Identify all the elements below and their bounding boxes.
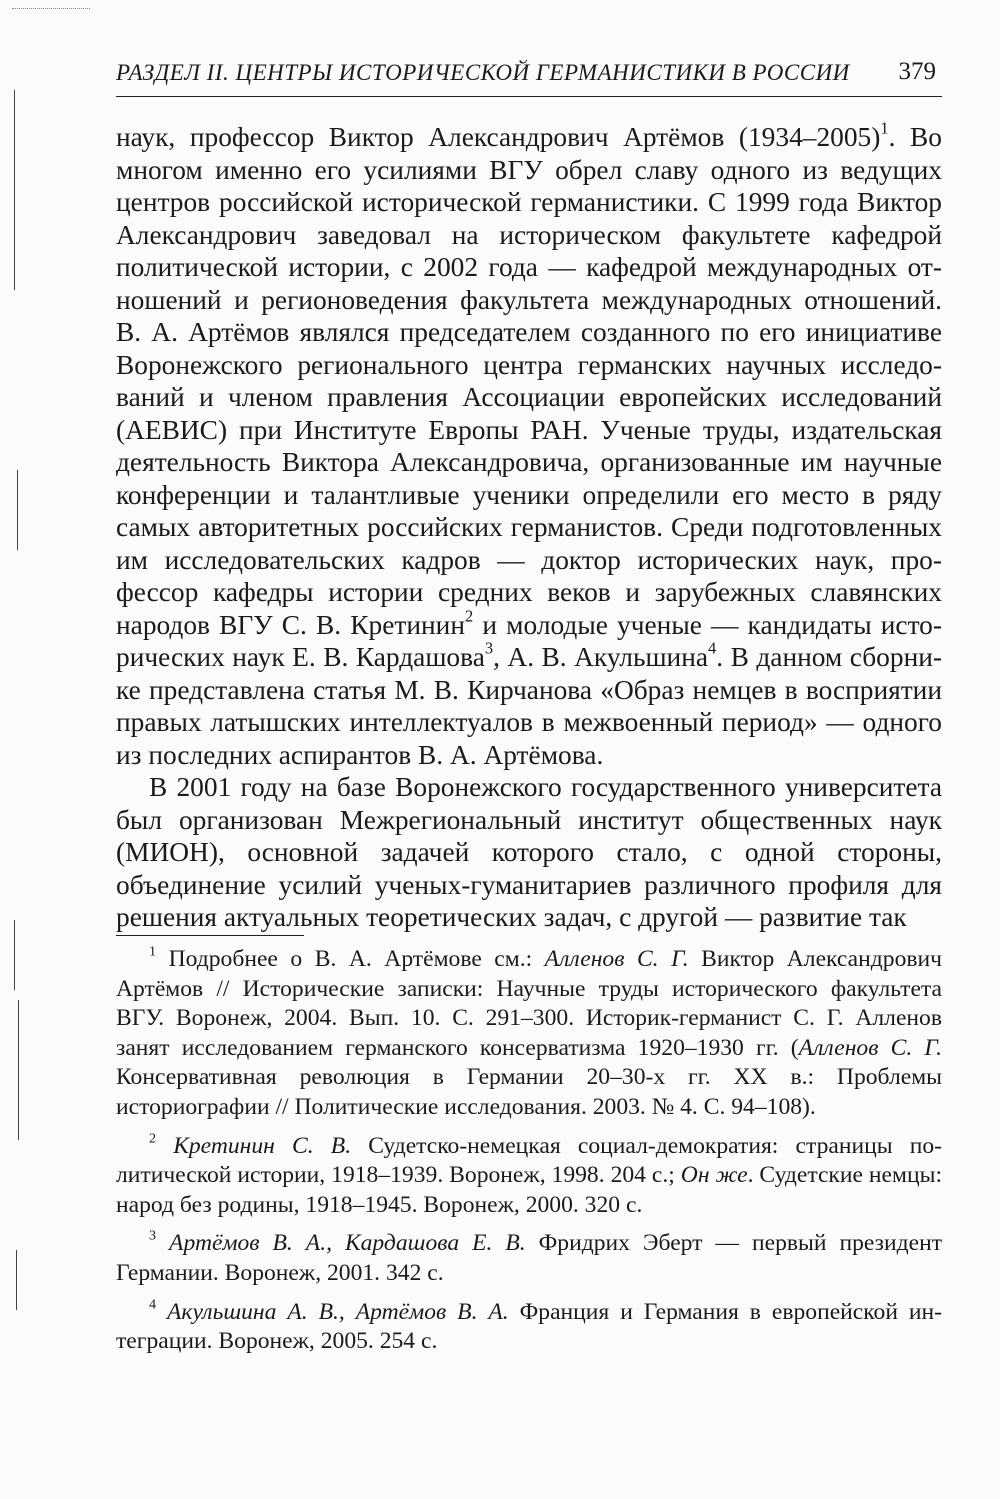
footnote-ref: 1 (880, 118, 889, 138)
text-run: Виктор Александрович Артёмов // Исторические записки: Научные труды исторического факультета ВГУ. Воронеж, 2004. Вып. 10. С. 291–300. Историк-германист С. Г. Алленов занят исследованием германского консерватизма 1920–1930 гг. ( (116, 946, 942, 1061)
footnote-number: 3 (149, 1227, 157, 1244)
author-name: Кретинин С. В. (156, 1132, 352, 1159)
footnote-separator (116, 935, 304, 936)
text-run: Фридрих Эберт — первый президент Германии. Воронеж, 2001. 342 с. (116, 1230, 943, 1286)
footnote-ref: 3 (484, 638, 494, 658)
text-run: Консервативная революция в Германии 20–30-х гг. XX в.: Проблемы историографии // Политические исследования. 2003. № 4. С. 94–108). (116, 1064, 942, 1120)
text-run: наук, профессор Виктор Александрович Артёмов (1934–2005) (116, 122, 881, 152)
text-run: Подробнее о В. А. Артёмове см.: (156, 946, 545, 972)
author-name: Артёмов В. А., Кардашова Е. В. (156, 1230, 526, 1257)
footnote-ref: 4 (708, 638, 717, 658)
author-name: Акульшина А. В., Артёмов В. А. (156, 1298, 509, 1325)
footnote (116, 1129, 942, 1221)
page-number: 379 (898, 58, 936, 85)
text-run: Судетско-немецкая социал-демократия: страницы политической истории, 1918–1939. Воронеж, 1998. 204 с.; (116, 1132, 942, 1189)
running-header (116, 60, 942, 97)
main-text (116, 118, 943, 934)
footnote-number: 4 (149, 1295, 157, 1312)
text-run: Франция и Германия в европейской интеграции. Воронеж, 2005. 254 с. (116, 1298, 942, 1355)
author-name: Алленов С. Г. (798, 1034, 942, 1061)
footnote (116, 1229, 942, 1288)
author-name: Алленов С. Г. (544, 946, 689, 972)
footnote (116, 945, 942, 1123)
text-run: . Во многом именно его усилиями ВГУ обрел славу одного из ведущих центров российской исторической германистики. С 1999 года Виктор Александрович заведовал на историческом факультете кафедрой политической истории, с 2002 года — кафедрой международных отношений и регионоведения факультета международных отношений. В. А. Артёмов являлся председателем созданного по его инициативе Воронежского регионального центра германских научных исследований и членом правления Ассоциации европейских исследований (АЕВИС) при Институте Европы РАН. Ученые труды, издательская деятельность Виктора Александровича, организованные им научные конференции и талантливые ученики определили его место в ряду самых авторитетных российских германистов. Среди подготовленных им исследовательских кадров — доктор исторических наук, профессор кафедры истории средних веков и зарубежных славянских народов ВГУ С. В. Кретинин (116, 122, 942, 640)
paragraph (116, 118, 943, 771)
text-run: . В данном сборнике представлена статья М. В. Кирчанова «Образ немцев в восприятии правых латышских интеллектуалов в межвоенный период» — одного из последних аспирантов В. А. Артёмова. (116, 642, 943, 770)
author-name: Он же (680, 1162, 748, 1189)
text-run: . Судетские немцы: народ без родины, 1918–1945. Воронеж, 2000. 320 с. (116, 1162, 942, 1218)
footnote-ref: 2 (465, 606, 474, 626)
paragraph: В 2001 году на базе Воронежского государственного университета был организован Межрегиональный институт общественных наук (МИОН), основной задачей которого стало, с одной стороны, объединение усилий ученых-гуманитариев различного профиля для решения актуальных теоретических задач, с другой — развитие так (116, 772, 942, 932)
scan-margin-marks (0, 0, 30, 1499)
footnotes (116, 945, 942, 1366)
footnote-number: 1 (149, 943, 157, 960)
text-run: и молодые ученые — кандидаты исторических наук Е. В. Кардашова (116, 609, 942, 672)
section-title: РАЗДЕЛ II. ЦЕНТРЫ ИСТОРИЧЕСКОЙ ГЕРМАНИСТИКИ В РОССИИ (116, 60, 850, 85)
footnote-number: 2 (149, 1129, 157, 1146)
footnote (116, 1295, 942, 1357)
text-run: , А. В. Акульшина (493, 642, 709, 672)
